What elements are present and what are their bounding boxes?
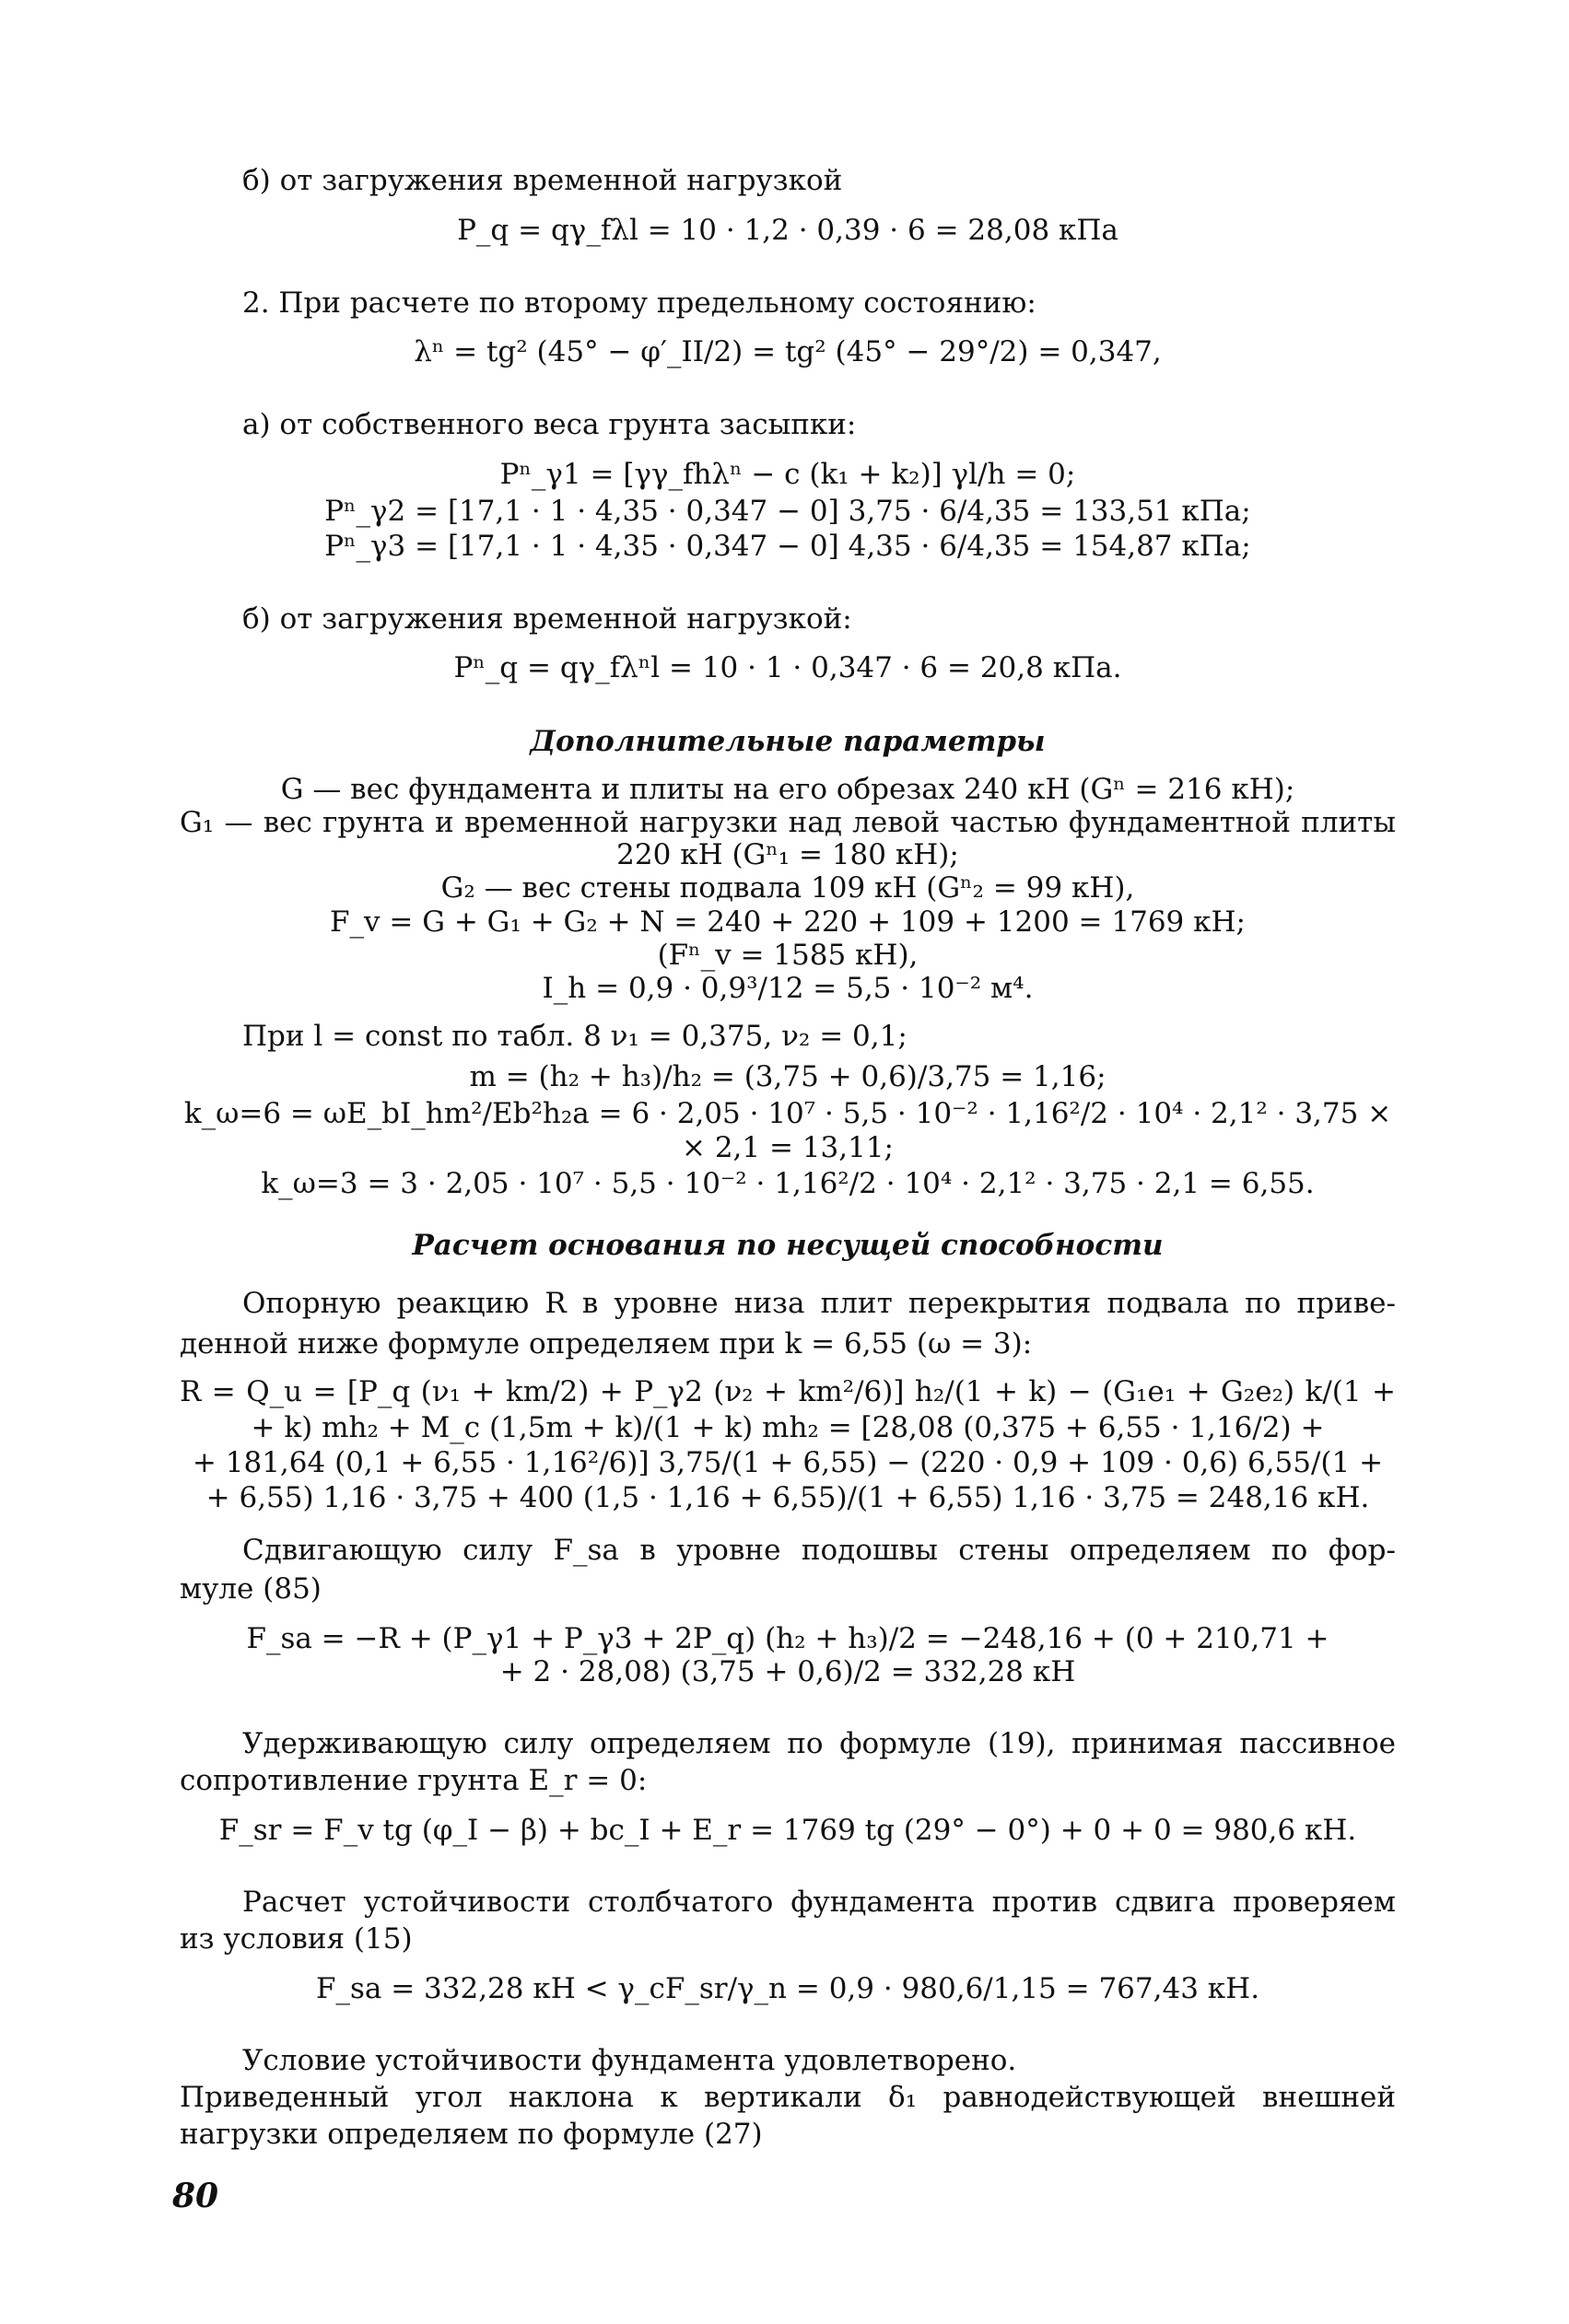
formula-line: F_sr = F_v tg (φ_I − β) + bc_I + E_r = 1769 tg (29° − 0°) + 0 + 0 = 980,6 кН. — [218, 1814, 1357, 1847]
text-line: сопротивление грунта E_r = 0: — [180, 1764, 648, 1797]
text-line: Удерживающую силу определяем по формуле (19), принимая пассивное — [242, 1727, 1396, 1760]
text-line: нагрузки определяем по формуле (27) — [180, 2118, 763, 2151]
text-line: 2. При расчете по второму предельному состоянию: — [242, 286, 1036, 320]
formula-line: + 2 · 28,08) (3,75 + 0,6)/2 = 332,28 кН — [499, 1655, 1076, 1688]
text-line: Расчет устойчивости столбчатого фундамента против сдвига проверяем — [242, 1886, 1396, 1919]
text-line: а) от собственного веса грунта засыпки: — [242, 408, 857, 441]
text-line: Опорную реакцию R в уровне низа плит перекрытия подвала по приве- — [242, 1287, 1396, 1320]
formula-line: × 2,1 = 13,11; — [681, 1131, 894, 1164]
text-line: 220 кН (Gⁿ₁ = 180 кН); — [616, 838, 959, 871]
formula-line: Pⁿ_q = qγ_fλⁿl = 10 · 1 · 0,347 · 6 = 20,8 кПа. — [453, 651, 1122, 684]
formula-line: + 181,64 (0,1 + 6,55 · 1,16²/6)] 3,75/(1 + 6,55) − (220 · 0,9 + 109 · 0,6) 6,55/(1 + — [192, 1446, 1384, 1479]
text-line: Сдвигающую силу F_sa в уровне подошвы стены определяем по фор- — [242, 1534, 1396, 1567]
formula-line: k_ω=3 = 3 · 2,05 · 10⁷ · 5,5 · 10⁻² · 1,16²/2 · 10⁴ · 2,1² · 3,75 · 2,1 = 6,55. — [261, 1167, 1315, 1200]
text-line: При l = const по табл. 8 ν₁ = 0,375, ν₂ = 0,1; — [242, 1020, 907, 1053]
formula-line: F_sa = 332,28 кН < γ_cF_sr/γ_n = 0,9 · 980,6/1,15 = 767,43 кН. — [315, 1972, 1260, 2005]
formula-line: I_h = 0,9 · 0,9³/12 = 5,5 · 10⁻² м⁴. — [542, 972, 1034, 1005]
formula-line: (Fⁿ_v = 1585 кН), — [657, 939, 919, 972]
formula-line: Pⁿ_γ1 = [γγ_fhλⁿ − c (k₁ + k₂)] γl/h = 0; — [499, 458, 1076, 491]
text-line: муле (85) — [180, 1572, 322, 1606]
formula-line: Pⁿ_γ3 = [17,1 · 1 · 4,35 · 0,347 − 0] 4,35 · 6/4,35 = 154,87 кПа; — [324, 530, 1251, 563]
section-heading: Расчет основания по несущей способности — [412, 1229, 1164, 1262]
text-line: G₁ — вес грунта и временной нагрузки над левой частью фундаментной плиты — [180, 806, 1396, 839]
text-line: Приведенный угол наклона к вертикали δ₁ равнодействующей внешней — [180, 2081, 1396, 2114]
text-line: Условие устойчивости фундамента удовлетворено. — [242, 2044, 1017, 2077]
section-heading: Дополнительные параметры — [530, 725, 1046, 758]
formula-line: P_q = qγ_fλl = 10 · 1,2 · 0,39 · 6 = 28,08 кПа — [457, 214, 1118, 247]
formula-line: F_sa = −R + (P_γ1 + P_γ3 + 2P_q) (h₂ + h₃)/2 = −248,16 + (0 + 210,71 + — [246, 1622, 1329, 1655]
formula-line: R = Q_u = [P_q (ν₁ + km/2) + P_γ2 (ν₂ + km²/6)] h₂/(1 + k) − (G₁e₁ + G₂e₂) k/(1 + — [180, 1375, 1396, 1408]
text-line: денной ниже формуле определяем при k = 6,55 (ω = 3): — [180, 1327, 1033, 1361]
text-line: G — вес фундамента и плиты на его обрезах 240 кН (Gⁿ = 216 кН); — [280, 773, 1295, 806]
text-line: G₂ — вес стены подвала 109 кН (Gⁿ₂ = 99 кН), — [440, 871, 1135, 905]
text-line: б) от загружения временной нагрузкой: — [242, 602, 852, 636]
formula-line: + 6,55) 1,16 · 3,75 + 400 (1,5 · 1,16 + 6,55)/(1 + 6,55) 1,16 · 3,75 = 248,16 кН. — [205, 1481, 1370, 1514]
text-line: из условия (15) — [180, 1922, 413, 1956]
formula-line: Pⁿ_γ2 = [17,1 · 1 · 4,35 · 0,347 − 0] 3,75 · 6/4,35 = 133,51 кПа; — [324, 495, 1251, 528]
formula-line: + k) mh₂ + M_c (1,5m + k)/(1 + k) mh₂ = [28,08 (0,375 + 6,55 · 1,16/2) + — [251, 1411, 1325, 1444]
text-line: б) от загружения временной нагрузкой — [242, 164, 843, 197]
formula-line: F_v = G + G₁ + G₂ + N = 240 + 220 + 109 + 1200 = 1769 кН; — [330, 905, 1246, 939]
formula-line: λⁿ = tg² (45° − φ′_II/2) = tg² (45° − 29°/2) = 0,347, — [414, 335, 1162, 368]
formula-line: k_ω=6 = ωE_bI_hm²/Eb²h₂a = 6 · 2,05 · 10⁷ · 5,5 · 10⁻² · 1,16²/2 · 10⁴ · 2,1² · 3,75 × — [183, 1097, 1392, 1130]
page-number: 80 — [172, 2177, 219, 2215]
formula-line: m = (h₂ + h₃)/h₂ = (3,75 + 0,6)/3,75 = 1,16; — [469, 1060, 1106, 1093]
